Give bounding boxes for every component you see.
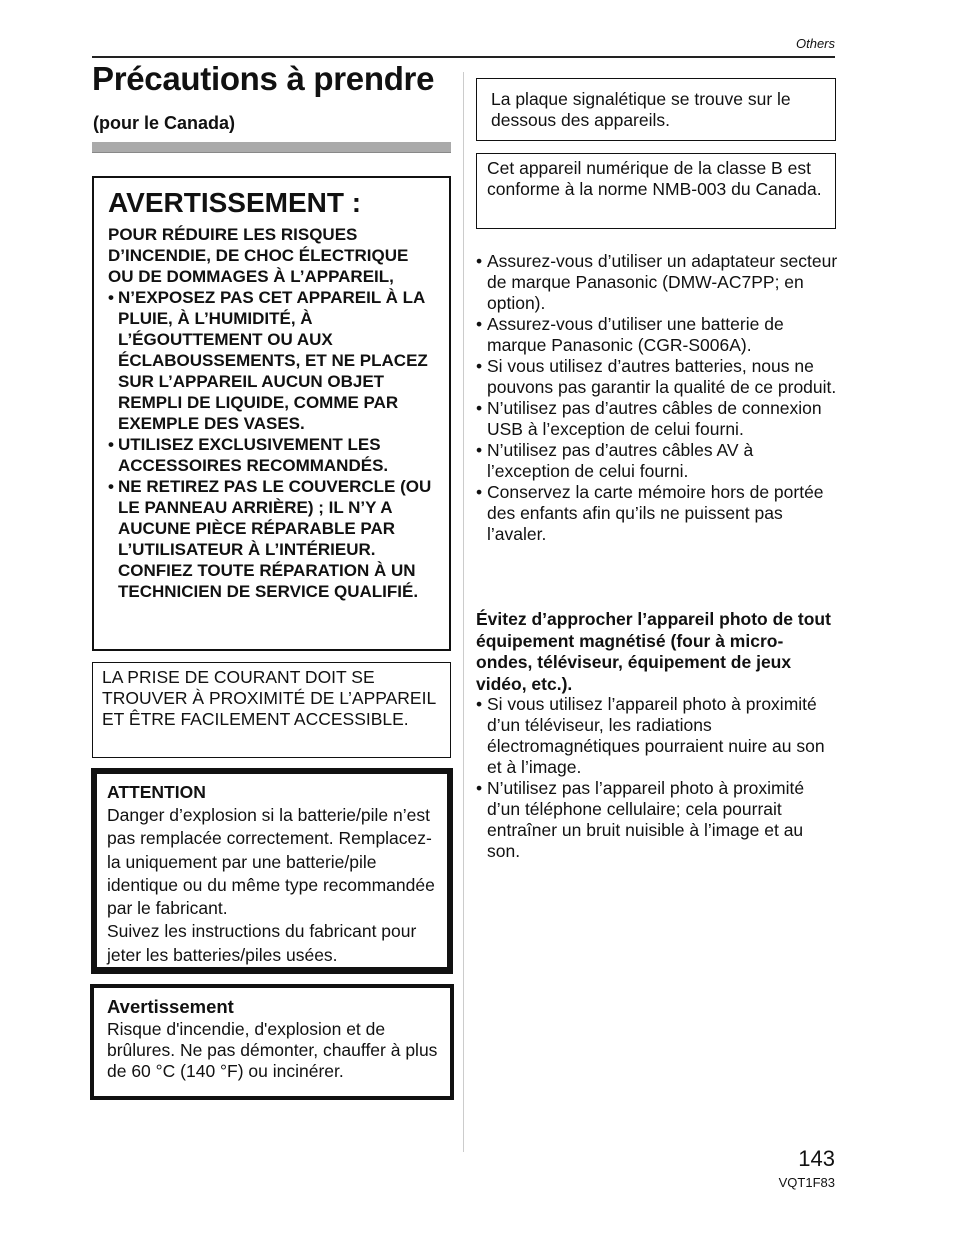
magnetic-heading: Évitez d’approcher l’appareil photo de tout équipement magnétisé (four à micro-ondes, téléviseur, équipement de jeux vidéo, etc.). (476, 609, 831, 694)
list-item: • Conservez la carte mémoire hors de portée des enfants afin qu’ils ne puissent pas l’avaler. (476, 482, 838, 545)
fire-warning-text: Risque d'incendie, d'explosion et de brûlures. Ne pas démonter, chauffer à plus de 60 °C (140 °F) ou incinérer. (107, 1019, 438, 1081)
rating-plate-text: La plaque signalétique se trouve sur le dessous des appareils. (491, 89, 791, 130)
warning-item: • NE RETIREZ PAS LE COUVERCLE (OU LE PANNEAU ARRIÈRE) ; IL N’Y A AUCUNE PIÈCE RÉPARABLE PAR L’UTILISATEUR À L’INTÉRIEUR. CONFIEZ TOUTE RÉPARATION À UN TECHNICIEN DE SERVICE QUALIFIÉ. (108, 476, 437, 602)
section-label: Others (795, 36, 835, 51)
list-item: • Si vous utilisez d’autres batteries, nous ne pouvons pas garantir la qualité de ce produit. (476, 356, 838, 398)
usage-bullet-list (476, 251, 838, 545)
attention-box (91, 768, 453, 974)
page-title: Précautions à prendre (92, 60, 435, 97)
rating-plate-box (476, 78, 836, 141)
list-item: • Si vous utilisez l’appareil photo à proximité d’un téléviseur, les radiations électromagnétiques pourraient nuire au son et à l’image. (476, 694, 838, 778)
page-number: 143 (798, 1146, 835, 1171)
magnetic-bullet-list (476, 694, 838, 862)
warning-list (108, 287, 437, 602)
warning-box (92, 176, 451, 651)
document-code: VQT1F83 (778, 1175, 835, 1190)
list-item: • Assurez-vous d’utiliser un adaptateur secteur de marque Panasonic (DMW-AC7PP; en option). (476, 251, 838, 314)
page-subtitle: (pour le Canada) (93, 113, 236, 133)
attention-disposal-text: Suivez les instructions du fabricant pour jeter les batteries/piles usées. (107, 921, 417, 965)
warning-item: • UTILISEZ EXCLUSIVEMENT LES ACCESSOIRES RECOMMANDÉS. (108, 434, 437, 476)
power-outlet-text: LA PRISE DE COURANT DOIT SE TROUVER À PROXIMITÉ DE L’APPAREIL ET ÊTRE FACILEMENT ACCESSIBLE. (102, 667, 436, 729)
title-underline-bar (92, 142, 451, 153)
list-item: • N’utilisez pas d’autres câbles de connexion USB à l’exception de celui fourni. (476, 398, 838, 440)
warning-title: AVERTISSEMENT : (108, 187, 362, 218)
list-item: • N’utilisez pas d’autres câbles AV à l’exception de celui fourni. (476, 440, 838, 482)
warning-intro: POUR RÉDUIRE LES RISQUES D’INCENDIE, DE CHOC ÉLECTRIQUE OU DE DOMMAGES À L’APPAREIL, (108, 225, 409, 286)
attention-title: ATTENTION (107, 782, 206, 802)
class-b-box (476, 153, 836, 229)
header-rule (92, 56, 835, 58)
column-divider (463, 72, 464, 1152)
attention-text: Danger d’explosion si la batterie/pile n’est pas remplacée correctement. Remplacez-la uniquement par une batterie/pile identique ou du même type recommandée par le fabricant. (107, 805, 435, 919)
warning-item: • N’EXPOSEZ PAS CET APPAREIL À LA PLUIE, À L’HUMIDITÉ, À L’ÉGOUTTEMENT OU AUX ÉCLABOUSSEMENTS, ET NE PLACEZ SUR L’APPAREIL AUCUN OBJET REMPLI DE LIQUIDE, COMME PAR EXEMPLE DES VASES. (108, 287, 437, 434)
fire-warning-title: Avertissement (107, 996, 234, 1017)
power-outlet-box (92, 662, 451, 758)
class-b-text: Cet appareil numérique de la classe B est conforme à la norme NMB-003 du Canada. (487, 158, 822, 199)
fire-warning-box (90, 984, 454, 1100)
list-item: • N’utilisez pas l’appareil photo à proximité d’un téléphone cellulaire; cela pourrait entraîner un bruit nuisible à l’image et au son. (476, 778, 838, 862)
list-item: • Assurez-vous d’utiliser une batterie de marque Panasonic (CGR-S006A). (476, 314, 838, 356)
